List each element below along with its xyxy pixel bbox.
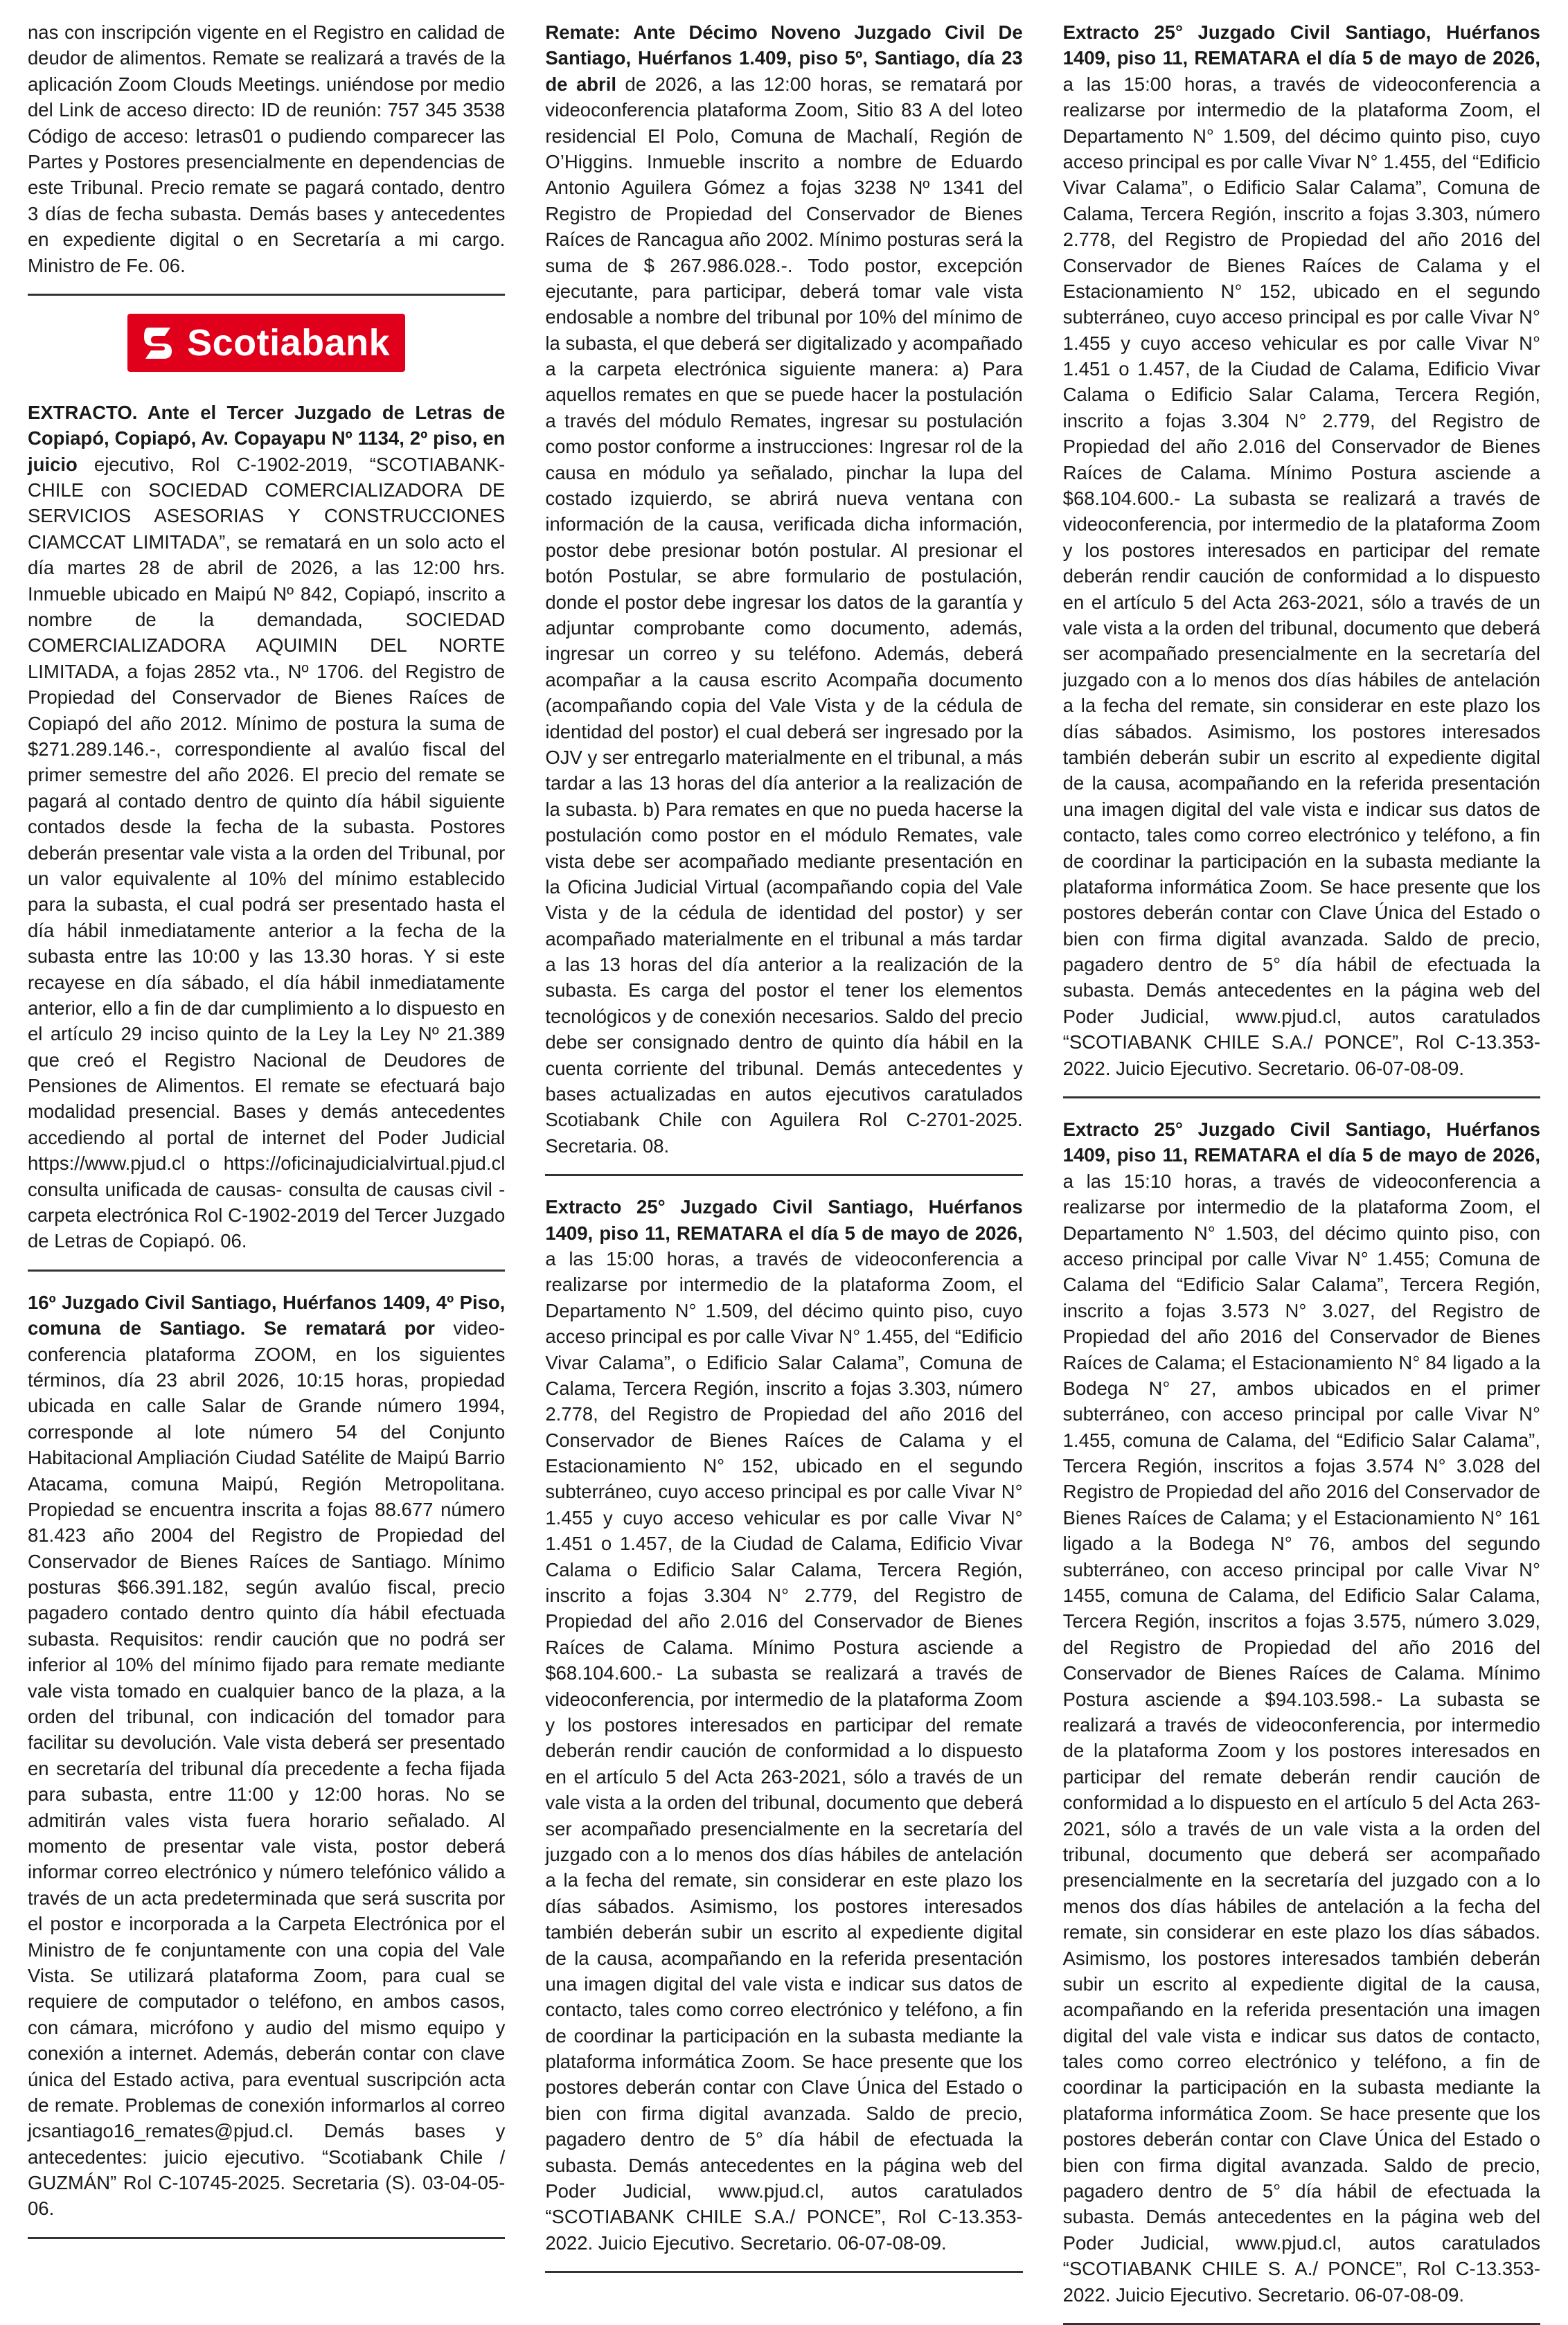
column-3 — [1062, 19, 1540, 2306]
notice-body: nas con inscripción vigente en el Registro en calidad de deudor de alimentos. Remate se realizará a través de la aplicación Zoom Clouds Meetings. uniéndose por medio del Link de acceso directo: ID de reunión: 757 345 3538 Código de acceso: letras01 o pudiendo comparecer las Partes y Postores presencialmente en dependencias de este Tribunal. Precio remate se pagará contado, dentro 3 días de fecha subasta. Demás bases y antecedentes en expediente digital o en Secretaría a mi cargo. Ministro de Fe. 06. — [28, 21, 506, 276]
notice-25-juzgado-a — [545, 1194, 1022, 2256]
column-2 — [545, 19, 1023, 2254]
notice-heading: 16º Juzgado Civil Santiago, Huérfanos 1409, 4º Piso, comuna de Santiago. Se rematará por — [28, 1291, 506, 1339]
notice-continued — [28, 19, 505, 278]
notice-body: Extracto 25° Juzgado Civil Santiago, Huérfanos 1409, piso 11, REMATARA el día 5 de mayo de 2026, a las 15:00 horas, a través de videoconferencia a realizarse por intermedio de la plataforma Zoom, el Departamento N° 1.509, del décimo quinto piso, cuyo acceso principal es por calle Vivar N° 1.455, del “Edificio Vivar Calama”, o Edificio Salar Calama”, Comuna de Calama, Tercera Región, inscrito a fojas 3.303, número 2.778, del Registro de Propiedad del año 2016 del Conservador de Bienes Raíces de Calama y el Estacionamiento N° 152, ubicado en el segundo subterráneo, cuyo acceso principal es por calle Vivar N° 1.455 y cuyo acceso vehicular es por calle Vivar N° 1.451 o 1.457, de la Ciudad de Calama, Edificio Vivar Calama o Edificio Salar Calama, Tercera Región, inscrito a fojas 3.304 N° 2.779, del Registro de Propiedad del año 2.016 del Conservador de Bienes Raíces de Calama. Mínimo Postura asciende a $68.104.600.- La subasta se realizará a través de videoconferencia, por intermedio de la plataforma Zoom y los postores interesados en participar del remate deberán rendir caución de conformidad a lo dispuesto en el artículo 5 del Acta 263-2021, sólo a través de un vale vista a la orden del tribunal, documento que deberá ser acompañado presencialmente en la secretaría del juzgado con a lo menos dos días hábiles de antelación a la fecha del remate, sin considerar en este plazo los días sábados. Asimismo, los postores interesados también deberán subir un escrito al expediente digital de la causa, acompañando en la referida presentación una imagen digital del vale vista e indicar sus datos de contacto, tales como correo electrónico y teléfono, a fin de coordinar la participación en la subasta mediante la plataforma informática Zoom. Se hace presente que los postores deberán contar con Clave Única del Estado o bien con firma digital avanzada. Saldo de precio, pagadero dentro de 5° día hábil de efectuada la subasta. Demás antecedentes en la página web del Poder Judicial, www.pjud.cl, autos caratulados “SCOTIABANK CHILE S.A./ PONCE”, Rol C-13.353-2022. Juicio Ejecutivo. Secretario. 06-07-08-09. — [545, 1196, 1023, 2254]
notice-heading: Extracto 25° Juzgado Civil Santiago, Huérfanos 1409, piso 11, REMATARA el día 5 de mayo de 2026, — [1062, 1119, 1540, 1166]
notice-16-juzgado — [28, 1290, 505, 2222]
scotiabank-logo-area — [28, 314, 505, 372]
notice-19-juzgado — [545, 19, 1022, 1159]
scotiabank-wordmark: Scotiabank — [187, 321, 391, 364]
notice-body: 16º Juzgado Civil Santiago, Huérfanos 1409, 4º Piso, comuna de Santiago. Se rematará por video-conferencia plataforma ZOOM, en los siguientes términos, día 23 abril 2026, 10:15 horas, propiedad ubicada en calle Salar de Grande número 1994, corresponde al lote número 54 del Conjunto Habitacional Ampliación Ciudad Satélite de Maipú Barrio Atacama, comuna Maipú, Región Metropolitana. Propiedad se encuentra inscrita a fojas 88.677 número 81.423 año 2004 del Registro de Propiedad del Conservador de Bienes Raíces de Santiago. Mínimo posturas $66.391.182, según avalúo fiscal, precio pagadero contado dentro quinto día hábil efectuada subasta. Requisitos: rendir caución que no podrá ser inferior al 10% del mínimo fijado para remate mediante vale vista tomado en cualquier banco de la plaza, a la orden del tribunal, con indicación del tomador para facilitar su devolución. Vale vista deberá ser presentado en secretaría del tribunal día precedente a fecha fijada para subasta, entre 11:00 y 12:00 horas. No se admitirán vales vista fuera horario señalado. Al momento de presentar vale vista, postor deberá informar correo electrónico y número telefónico válido a través de un acta predeterminada que será suscrita por el postor e incorporada a la Carpeta Electrónica por el Ministro de fe conjuntamente con una copia del Vale Vista. Se utilizará plataforma Zoom, para cual se requiere de computador o teléfono, en ambos casos, con cámara, micrófono y audio del mismo equipo y conexión a internet. Además, deberán contar con clave única del Estado activa, para eventual suscripción acta de remate. Problemas de conexión informarlos al correo jcsantiago16_remates@pjud.cl. Demás bases y antecedentes: juicio ejecutivo. “Scotiabank Chile / GUZMÁN” Rol C-10745-2025. Secretaria (S). 03-04-05-06. — [28, 1291, 506, 2220]
notice-copiapo — [28, 400, 505, 1254]
divider — [28, 1270, 505, 1272]
scotiabank-logo — [127, 314, 405, 372]
notice-heading: Extracto 25° Juzgado Civil Santiago, Huérfanos 1409, piso 11, REMATARA el día 5 de mayo de 2026, — [1062, 21, 1540, 69]
divider — [28, 294, 505, 296]
notice-25-juzgado-b — [1063, 19, 1540, 1081]
divider — [1063, 1096, 1540, 1098]
notice-body: EXTRACTO. Ante el Tercer Juzgado de Letras de Copiapó, Copiapó, Av. Copayapu Nº 1134, 2º piso, en juicio ejecutivo, Rol C-1902-2019, “SCOTIABANK-CHILE con SOCIEDAD COMERCIALIZADORA DE SERVICIOS ASESORIAS Y CONSTRUCCIONES CIAMCCAT LIMITADA”, se rematará en un solo acto el día martes 28 de abril de 2026, a las 12:00 hrs. Inmueble ubicado en Maipú Nº 842, Copiapó, inscrito a nombre de la demandada, SOCIEDAD COMERCIALIZADORA AQUIMIN DEL NORTE LIMITADA, a fojas 2852 vta., Nº 1706. del Registro de Propiedad del Conservador de Bienes Raíces de Copiapó del año 2012. Mínimo de postura la suma de $271.289.146.-, correspondiente al avalúo fiscal del primer semestre del año 2026. El precio del remate se pagará al contado dentro de quinto día hábil siguiente contados desde la fecha de la subasta. Postores deberán presentar vale vista a la orden del Tribunal, por un valor equivalente al 10% del mínimo establecido para la subasta, el cual podrá ser presentado hasta el día hábil inmediatamente anterior a la fecha de la subasta entre las 10:00 y las 13.30 horas. Y si este recayese en día sábado, el día hábil inmediatamente anterior, ello a fin de dar cumplimiento a lo dispuesto en el artículo 29 inciso quinto de la Ley la Ley Nº 21.389 que creó el Registro Nacional de Deudores de Pensiones de Alimentos. El remate se efectuará bajo modalidad presencial. Bases y demás antecedentes accediendo al portal de internet del Poder Judicial https://www.pjud.cl o https://oficinajudicialvirtual.pjud.cl consulta unificada de causas- consulta de causas civil - carpeta electrónica Rol C-1902-2019 del Tercer Juzgado de Letras de Copiapó. 06. — [28, 401, 506, 1252]
notice-body: Extracto 25° Juzgado Civil Santiago, Huérfanos 1409, piso 11, REMATARA el día 5 de mayo de 2026, a las 15:00 horas, a través de videoconferencia a realizarse por intermedio de la plataforma Zoom, el Departamento N° 1.509, del décimo quinto piso, cuyo acceso principal es por calle Vivar N° 1.455, del “Edificio Vivar Calama”, o Edificio Salar Calama”, Comuna de Calama, Tercera Región, inscrito a fojas 3.303, número 2.778, del Registro de Propiedad del año 2016 del Conservador de Bienes Raíces de Calama y el Estacionamiento N° 152, ubicado en el segundo subterráneo, cuyo acceso principal es por calle Vivar N° 1.455 y cuyo acceso vehicular es por calle Vivar N° 1.451 o 1.457, de la Ciudad de Calama, Edificio Vivar Calama o Edificio Salar Calama, Tercera Región, inscrito a fojas 3.304 N° 2.779, del Registro de Propiedad del año 2.016 del Conservador de Bienes Raíces de Calama. Mínimo Postura asciende a $68.104.600.- La subasta se realizará a través de videoconferencia, por intermedio de la plataforma Zoom y los postores interesados en participar del remate deberán rendir caución de conformidad a lo dispuesto en el artículo 5 del Acta 263-2021, sólo a través de un vale vista a la orden del tribunal, documento que deberá ser acompañado presencialmente en la secretaría del juzgado con a lo menos dos días hábiles de antelación a la fecha del remate, sin considerar en este plazo los días sábados. Asimismo, los postores interesados también deberán subir un escrito al expediente digital de la causa, acompañando en la referida presentación una imagen digital del vale vista e indicar sus datos de contacto, tales como correo electrónico y teléfono, a fin de coordinar la participación en la subasta mediante la plataforma informática Zoom. Se hace presente que los postores deberán contar con Clave Única del Estado o bien con firma digital avanzada. Saldo de precio, pagadero dentro de 5° día hábil de efectuada la subasta. Demás antecedentes en la página web del Poder Judicial, www.pjud.cl, autos caratulados “SCOTIABANK CHILE S.A./ PONCE”, Rol C-13.353-2022. Juicio Ejecutivo. Secretario. 06-07-08-09. — [1062, 21, 1540, 1079]
notice-body: Extracto 25° Juzgado Civil Santiago, Huérfanos 1409, piso 11, REMATARA el día 5 de mayo de 2026, a las 15:10 horas, a través de videoconferencia a realizarse por intermedio de la plataforma Zoom, el Departamento N° 1.503, del décimo quinto piso, con acceso principal por calle Vivar N° 1.455; Comuna de Calama del “Edificio Salar Calama”, Tercera Región, inscrito a fojas 3.573 N° 3.027, del Registro de Propiedad del año 2016 del Conservador de Bienes Raíces de Calama; el Estacionamiento N° 84 ligado a la Bodega N° 27, ambos ubicados en el primer subterráneo, con acceso principal por calle Vivar N° 1.455, comuna de Calama, del “Edificio Salar Calama”, Tercera Región, inscritos a fojas 3.574 N° 3.028 del Registro de Propiedad del año 2016 del Conservador de Bienes Raíces de Calama; y el Estacionamiento N° 161 ligado a la Bodega N° 76, ambos del segundo subterráneo, con acceso principal por calle Vivar N° 1455, comuna de Calama, del Edificio Salar Calama, Tercera Región, inscritos a fojas 3.575, número 3.029, del Registro de Propiedad del año 2016 del Conservador de Bienes Raíces de Calama. Mínimo Postura asciende a $94.103.598.- La subasta se realizará a través de videoconferencia, por intermedio de la plataforma Zoom y los postores interesados en participar del remate deberán rendir caución de conformidad a lo dispuesto en el artículo 5 del Acta 263-2021, sólo a través de un vale vista a la orden del tribunal, documento que deberá ser acompañado presencialmente en la secretaría del juzgado con a lo menos dos días hábiles de antelación a la fecha del remate, sin considerar en este plazo los días sábados. Asimismo, los postores interesados también deberán subir un escrito al expediente digital de la causa, acompañando en la referida presentación una imagen digital del vale vista e indicar sus datos de contacto, tales como correo electrónico y teléfono, a fin de coordinar la participación en la subasta mediante la plataforma informática Zoom. Se hace presente que los postores deberán contar con Clave Única del Estado o bien con firma digital avanzada. Saldo de precio, pagadero dentro de 5° día hábil de efectuada la subasta. Demás antecedentes en la página web del Poder Judicial, www.pjud.cl, autos caratulados “SCOTIABANK CHILE S. A./ PONCE”, Rol C-13.353-2022. Juicio Ejecutivo. Secretario. 06-07-08-09. — [1062, 1119, 1540, 2306]
notice-heading: Extracto 25° Juzgado Civil Santiago, Huérfanos 1409, piso 11, REMATARA el día 5 de mayo de 2026, — [545, 1196, 1023, 1244]
divider — [545, 2271, 1022, 2273]
divider — [28, 2237, 505, 2239]
notice-body: Remate: Ante Décimo Noveno Juzgado Civil De Santiago, Huérfanos 1.409, piso 5º, Santiago, día 23 de abril de 2026, a las 12:00 horas, se rematará por videoconferencia plataforma Zoom, Sitio 83 A del loteo residencial El Polo, Comuna de Machalí, Región de O’Higgins. Inmueble inscrito a nombre de Eduardo Antonio Aguilera Gómez a fojas 3238 Nº 1341 del Registro de Propiedad del Conservador de Bienes Raíces de Rancagua año 2002. Mínimo posturas será la suma de $ 267.986.028.-. Todo postor, excepción ejecutante, para participar, deberá tomar vale vista endosable a nombre del tribunal por 10% del mínimo de la subasta, el que deberá ser digitalizado y acompañado a la carpeta electrónica siguiente manera: a) Para aquellos remates en que se puede hacer la postulación a través del módulo Remates, ingresar su postulación como postor conforme a instrucciones: Ingresar rol de la causa en módulo ya señalado, pinchar la lupa del costado izquierdo, se abrirá nueva ventana con información de la causa, verificada dicha información, postor debe presionar botón postular. Al presionar el botón Postular, se abre formulario de postulación, donde el postor debe ingresar los datos de la garantía y adjuntar comprobante como documento, además, ingresar un correo y su teléfono. Además, deberá acompañar a la causa escrito Acompaña documento (acompañando copia del Vale Vista y de la cédula de identidad del postor) el cual deberá ser ingresado por la OJV y ser entregarlo materialmente en el tribunal, a más tardar a las 13 horas del día anterior a la realización de la subasta. b) Para remates en que no pueda hacerse la postulación como postor en el módulo Remates, vale vista debe ser acompañado mediante presentación en la Oficina Judicial Virtual (acompañando copia del Vale Vista y de la cédula de identidad del postor) y ser acompañado materialmente en el tribunal a más tardar a las 13 horas del día anterior a la realización de la subasta. Es carga del postor el tener los elementos tecnológicos y de conexión necesarios. Saldo del precio debe ser consignado dentro de quinto día hábil en la cuenta corriente del tribunal. Demás antecedentes y bases actualizadas en autos ejecutivos caratulados Scotiabank Chile con Aguilera Rol C-2701-2025. Secretaria. 08. — [545, 21, 1023, 1157]
scotiabank-s-icon — [140, 322, 177, 364]
notice-25-juzgado-c — [1063, 1116, 1540, 2308]
notice-heading: EXTRACTO. Ante el Tercer Juzgado de Letras de Copiapó, Copiapó, Av. Copayapu Nº 1134, 2º piso, en juicio — [28, 401, 506, 475]
column-1 — [28, 19, 505, 2236]
notice-heading: Remate: Ante Décimo Noveno Juzgado Civil De Santiago, Huérfanos 1.409, piso 5º, Santiago, día 23 de abril — [545, 21, 1023, 95]
divider — [545, 1174, 1022, 1176]
